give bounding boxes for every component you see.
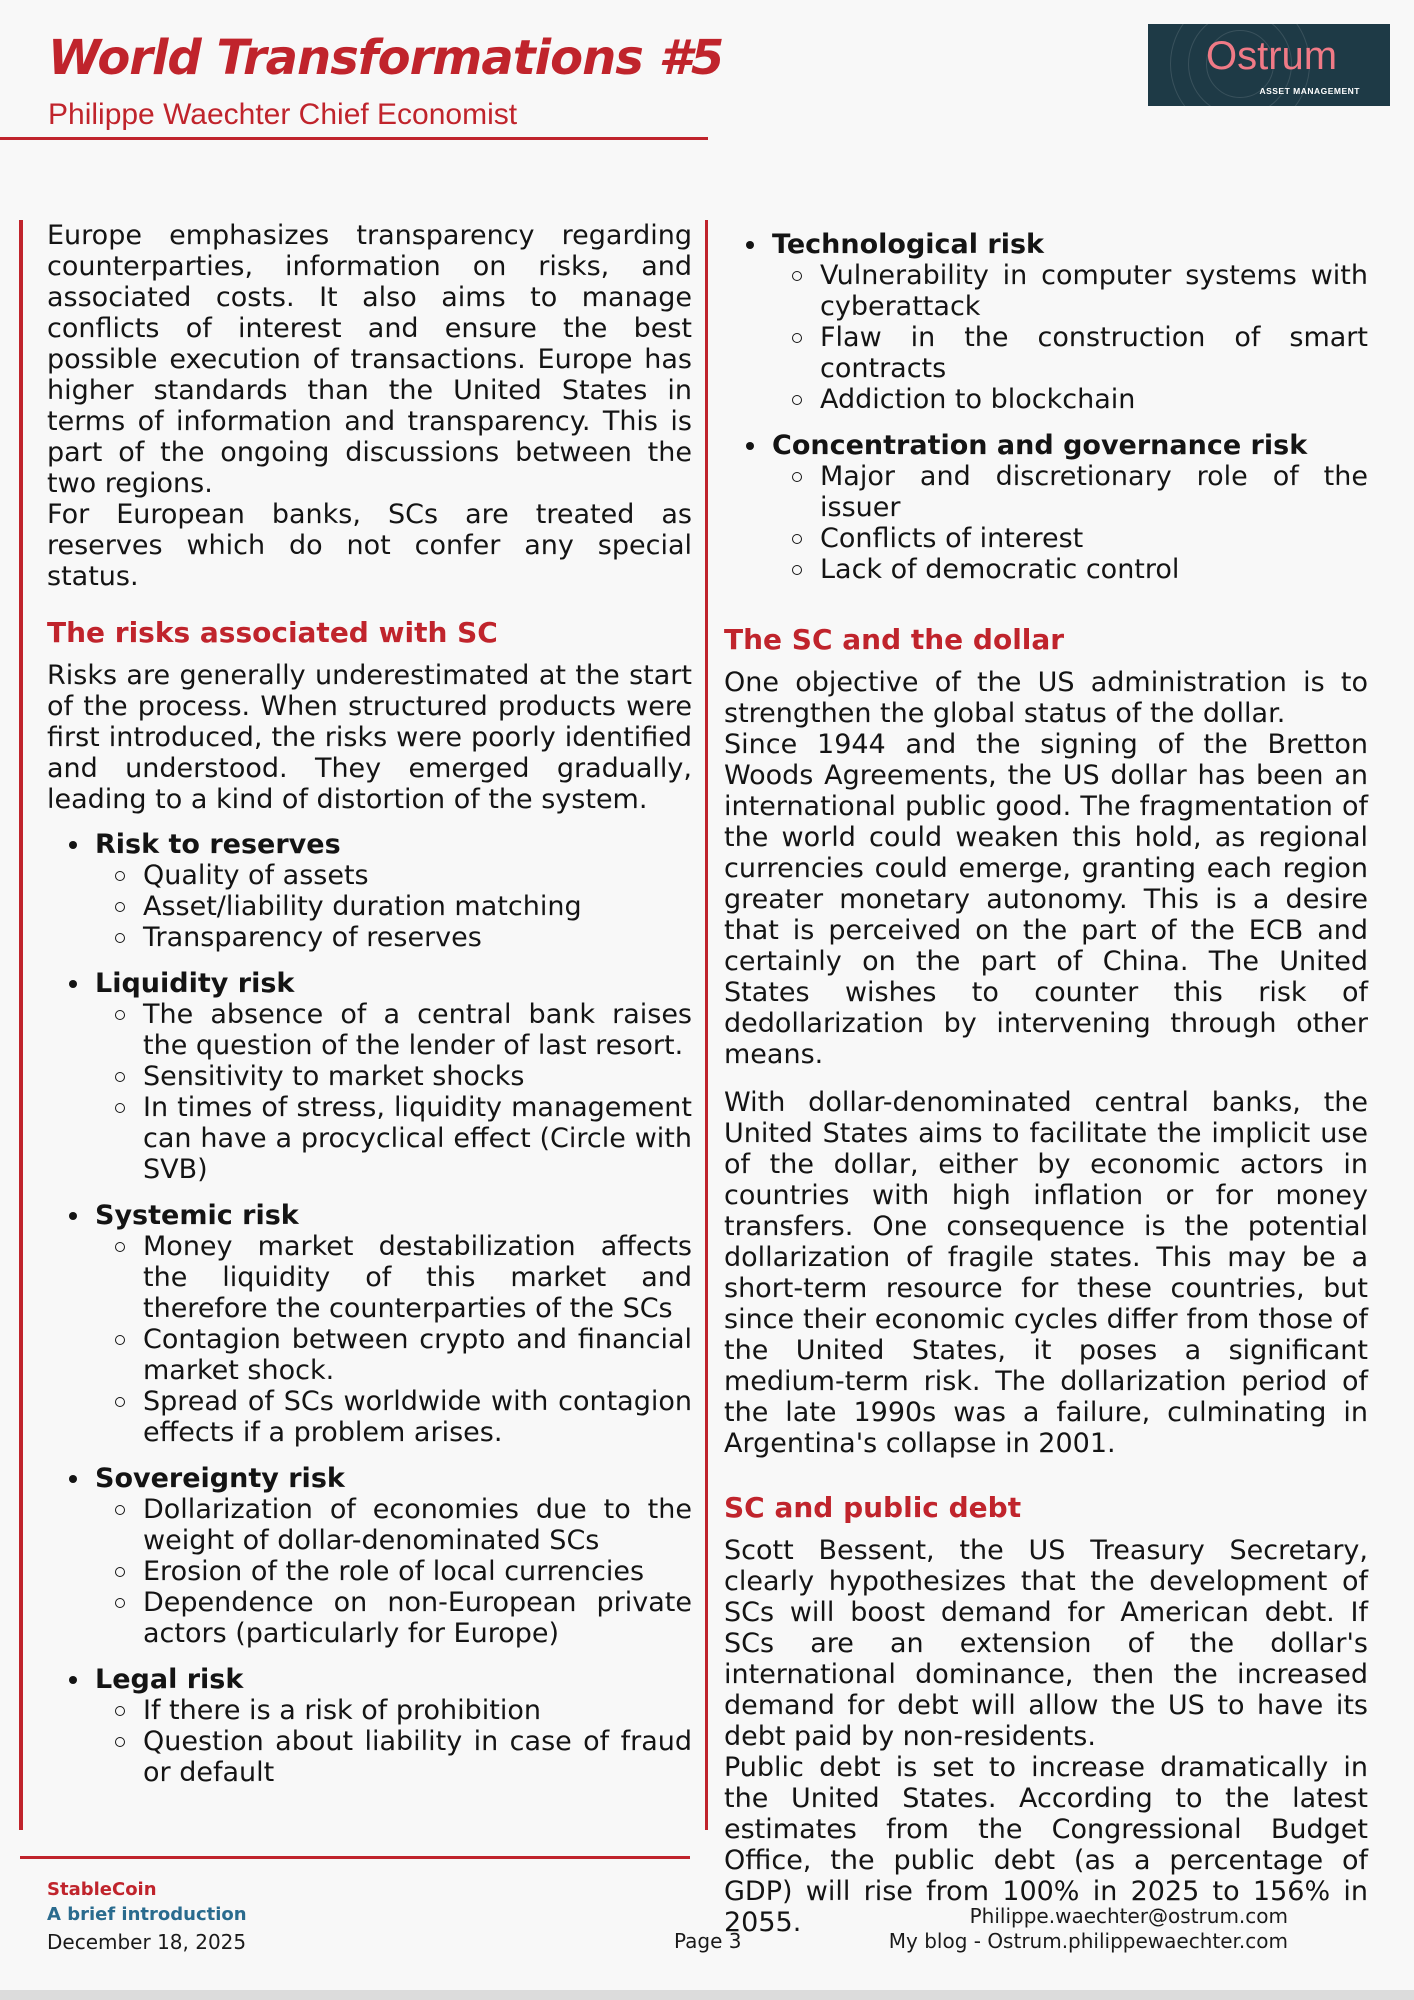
footer-blog-link: My blog - Ostrum.philippewaechter.com — [888, 1929, 1288, 1953]
risk-item-governance — [724, 430, 1368, 585]
risk-subitem: Spread of SCs worldwide with contagion effects if a problem arises. — [95, 1386, 692, 1448]
risk-subitem: Lack of democratic control — [772, 554, 1368, 585]
document-subtitle: Philippe Waechter Chief Economist — [48, 98, 518, 131]
column-divider — [705, 220, 708, 1830]
risk-item-reserves — [47, 829, 692, 953]
risk-subitem: Money market destabilization affects the liquidity of this market and therefore the counterparties of the SCs — [95, 1231, 692, 1324]
header-divider — [0, 137, 708, 140]
footer-date: December 18, 2025 — [47, 1930, 247, 1954]
risk-subitem: Transparency of reserves — [95, 922, 692, 953]
risk-list — [47, 829, 692, 1788]
risk-list-continued — [724, 229, 1368, 585]
section-heading-debt: SC and public debt — [724, 1491, 1022, 1524]
risk-item-legal — [47, 1664, 692, 1788]
footer-divider — [20, 1856, 690, 1859]
left-column-bar — [19, 220, 23, 1830]
footer-subtitle: A brief introduction — [47, 1904, 247, 1925]
risk-subitem: Vulnerability in computer systems with cyberattack — [772, 260, 1368, 322]
risk-subitem: Major and discretionary role of the issuer — [772, 461, 1368, 523]
logo-tagline: ASSET MANAGEMENT — [1259, 86, 1360, 96]
logo-name: Ostrum — [1206, 34, 1338, 78]
ostrum-logo — [1148, 24, 1390, 106]
dollar-paragraph-3: With dollar-denominated central banks, the United States aims to facilitate the implicit use of the dollar, either by economic actors in countries with high inflation or for money transfers. One consequence is the potential dollarization of fragile states. This may be a short-term resource for these countries, but since their economic cycles differ from those of the United States, it poses a significant medium-term risk. The dollarization period of the late 1990s was a failure, culminating in Argentina's collapse in 2001. — [724, 1087, 1368, 1459]
risk-subitem: Dollarization of economies due to the weight of dollar-denominated SCs — [95, 1494, 692, 1556]
risks-intro-paragraph: Risks are generally underestimated at the start of the process. When structured products were first introduced, the risks were poorly identified and understood. They emerged gradually, leading to a kind of distortion of the system. — [47, 660, 692, 815]
debt-paragraph: Scott Bessent, the US Treasury Secretary, clearly hypothesizes that the development of SCs will boost demand for American debt. If SCs are an extension of the dollar's international dominance, then the increased demand for debt will allow the US to have its debt paid by non-residents. — [724, 1535, 1368, 1752]
footer-email: Philippe.waechter@ostrum.com — [969, 1904, 1288, 1928]
risk-subitem: The absence of a central bank raises the question of the lender of last resort. — [95, 999, 692, 1061]
intro-paragraph: Europe emphasizes transparency regarding counterparties, information on risks, and associated costs. It also aims to manage conflicts of interest and ensure the best possible execution of transactions. Europe has higher standards than the United States in terms of information and transparency. This is part of the ongoing discussions between the two regions. — [47, 220, 692, 499]
risk-subitem: Addiction to blockchain — [772, 384, 1368, 415]
footer-topic: StableCoin — [47, 1879, 157, 1900]
risk-subitem: Sensitivity to market shocks — [95, 1061, 692, 1092]
section-heading-dollar: The SC and the dollar — [724, 623, 1065, 656]
risk-subitem: Asset/liability duration matching — [95, 891, 692, 922]
page-bottom-edge — [0, 1990, 1414, 2000]
risk-subitem: Conflicts of interest — [772, 523, 1368, 554]
risk-title: Systemic risk — [95, 1200, 299, 1231]
risk-subitem: Dependence on non-European private actors (particularly for Europe) — [95, 1587, 692, 1649]
risk-item-sovereignty — [47, 1463, 692, 1649]
right-column — [724, 229, 1368, 1938]
risk-item-technological — [724, 229, 1368, 415]
risk-subitem: Question about liability in case of fraud or default — [95, 1726, 692, 1788]
page-number: Page 3 — [674, 1929, 742, 1953]
risk-subitem: Erosion of the role of local currencies — [95, 1556, 692, 1587]
risk-title: Sovereignty risk — [95, 1463, 345, 1494]
risk-title: Concentration and governance risk — [772, 430, 1308, 461]
risk-item-systemic — [47, 1200, 692, 1448]
risk-subitem: In times of stress, liquidity management can have a procyclical effect (Circle with SVB) — [95, 1092, 692, 1185]
risk-subitem: If there is a risk of prohibition — [95, 1695, 692, 1726]
risk-subitem: Quality of assets — [95, 860, 692, 891]
debt-paragraph-2: Public debt is set to increase dramatically in the United States. According to the latest estimates from the Congressional Budget Office, the public debt (as a percentage of GDP) will rise from 100% in 2025 to 156% in 2055. — [724, 1752, 1368, 1938]
document-title: World Transformations #5 — [48, 30, 724, 86]
risk-item-liquidity — [47, 968, 692, 1185]
section-heading-risks: The risks associated with SC — [47, 616, 498, 649]
dollar-paragraph-2: Since 1944 and the signing of the Bretton Woods Agreements, the US dollar has been an international public good. The fragmentation of the world could weaken this hold, as regional currencies could emerge, granting each region greater monetary autonomy. This is a desire that is perceived on the part of the ECB and certainly on the part of China. The United States wishes to counter this risk of dedollarization by intervening through other means. — [724, 729, 1368, 1070]
risk-title: Liquidity risk — [95, 968, 295, 999]
risk-title: Risk to reserves — [95, 829, 341, 860]
risk-title: Technological risk — [772, 229, 1045, 260]
risk-subitem: Contagion between crypto and financial market shock. — [95, 1324, 692, 1386]
intro-paragraph-2: For European banks, SCs are treated as reserves which do not confer any special status. — [47, 499, 692, 592]
risk-subitem: Flaw in the construction of smart contracts — [772, 322, 1368, 384]
left-column — [47, 220, 692, 1788]
risk-title: Legal risk — [95, 1664, 244, 1695]
dollar-paragraph: One objective of the US administration is to strengthen the global status of the dollar. — [724, 667, 1368, 729]
